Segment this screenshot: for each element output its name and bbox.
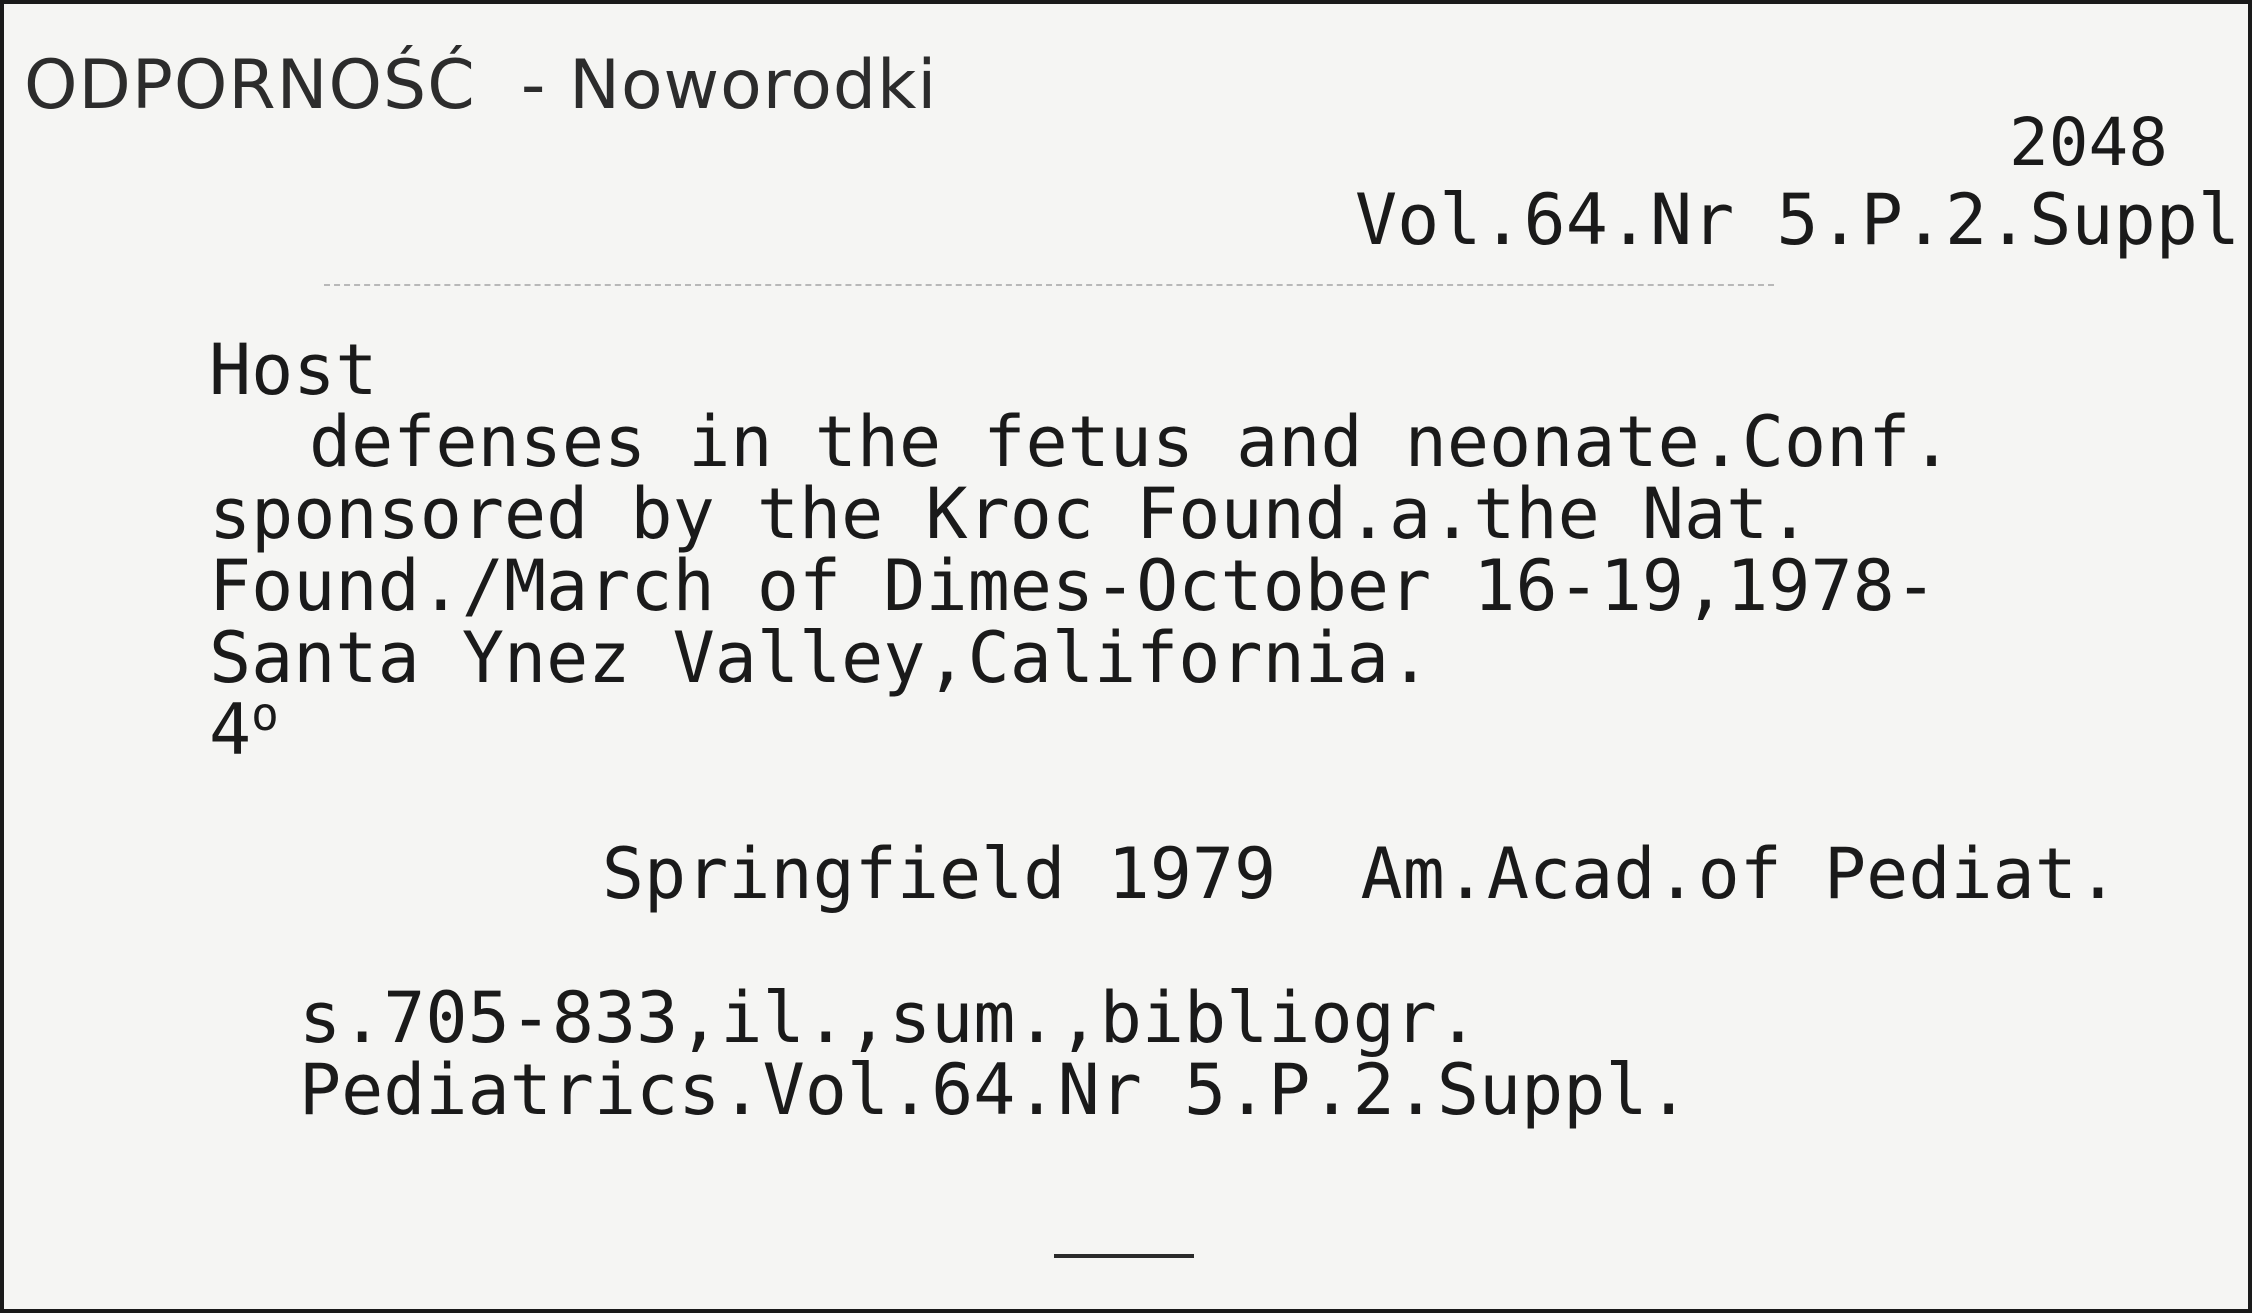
volume-line: Vol.64.Nr 5.P.2.Suppl bbox=[1354, 179, 2240, 261]
card-body bbox=[209, 329, 2120, 1131]
format-number: 4 bbox=[209, 689, 252, 771]
dotted-divider bbox=[324, 284, 1774, 286]
call-number: 2048 bbox=[2009, 104, 2168, 181]
title-line: defenses in the fetus and neonate.Conf. bbox=[309, 401, 1953, 483]
format-mark bbox=[209, 687, 279, 774]
title-first-word: Host bbox=[209, 329, 378, 411]
series-note: Pediatrics.Vol.64.Nr 5.P.2.Suppl. bbox=[299, 1049, 1690, 1131]
subject-heading: ODPORNOŚĆ - Noworodki bbox=[24, 46, 938, 125]
physical-description: s.705-833,il.,sum.,bibliogr. bbox=[299, 977, 1480, 1059]
title-line: Santa Ynez Valley,California. bbox=[209, 617, 1432, 699]
title-line: sponsored by the Kroc Found.a.the Nat. bbox=[209, 473, 1811, 555]
imprint-line bbox=[209, 687, 2120, 982]
title-line: Found./March of Dimes-October 16-19,1978- bbox=[209, 545, 1937, 627]
bottom-mark bbox=[1054, 1254, 1194, 1258]
imprint: Springfield 1979 Am.Acad.of Pediat. bbox=[601, 833, 2120, 915]
format-degree: o bbox=[251, 687, 279, 741]
